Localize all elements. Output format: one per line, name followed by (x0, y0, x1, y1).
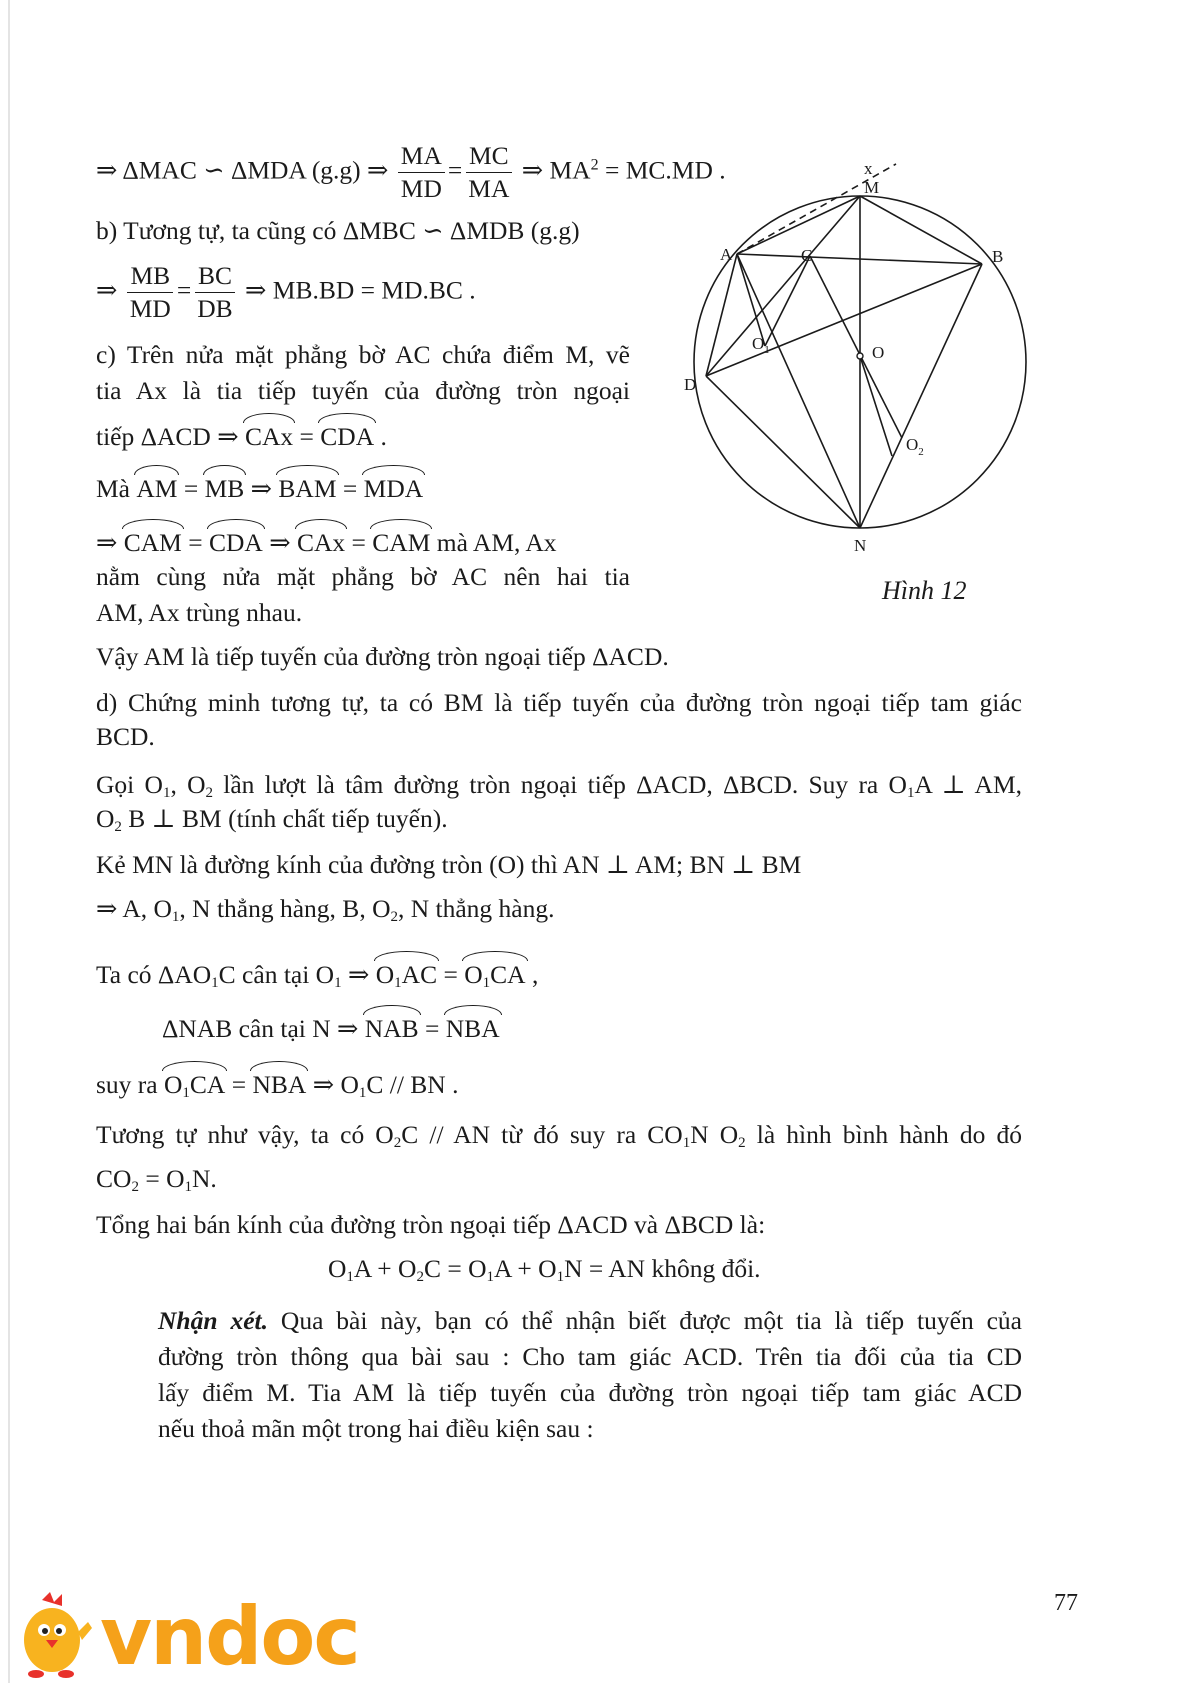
label-b: B (992, 247, 1004, 266)
figure-caption: Hình 12 (882, 576, 967, 605)
solution-line-t7: $O_1A + O_2C = O_1A + O_1N$ = AN không đổi. (328, 1254, 761, 1285)
solution-line-c4: Mà AM = MB ⇒ BAM = MDA (96, 470, 423, 506)
remark-label: Nhận xét. (158, 1306, 268, 1335)
solution-line-t4: Tương tự như vậy, ta có $O_2C$ // AN từ đó suy ra $CO_1N$ $O_2$ là hình bình hành do đó (96, 1120, 1022, 1151)
segment-co2 (810, 256, 902, 438)
fraction-ma-md: $\frac{MA}{MD}$ (398, 140, 445, 205)
solution-line-c3: tiếp ΔACD ⇒ CAx = CDA . (96, 418, 387, 454)
segment-co1 (765, 256, 810, 346)
brand-name: vndoc (100, 1590, 359, 1683)
segment-mb (860, 196, 982, 264)
segment-ao1 (737, 254, 765, 346)
chick-mascot-icon (16, 1592, 96, 1680)
solution-line-t6: Tổng hai bán kính của đường tròn ngoại tiếp ΔACD và ΔBCD là: (96, 1210, 766, 1239)
segment-am (737, 196, 860, 254)
remark-line-3: lấy điểm M. Tia AM là tiếp tuyến của đường tròn ngoại tiếp tam giác ACD (158, 1378, 1022, 1407)
solution-line-b1: b) Tương tự, ta cũng có ΔMBC ∽ ΔMDB (g.g) (96, 216, 580, 245)
solution-line-t3: suy ra $O_1CA$ = NBA ⇒ $O_1C$ // BN . (96, 1066, 458, 1102)
page-number: 77 (1054, 1590, 1078, 1616)
remark-line-2: đường tròn thông qua bài sau : Cho tam giác ACD. Trên tia đối của tia CD (158, 1342, 1022, 1371)
solution-line-t2: ΔNAB cân tại N ⇒ NAB = NBA (162, 1010, 500, 1046)
label-n: N (854, 536, 867, 555)
label-x: x (864, 159, 873, 178)
solution-line-k1: Kẻ MN là đường kính của đường tròn (O) thì AN ⊥ AM; BN ⊥ BM (96, 850, 802, 879)
label-o: O (872, 343, 885, 362)
label-c: C (801, 246, 813, 265)
segment-an (737, 254, 860, 528)
label-o2: $O_2$ (906, 435, 924, 458)
geometry-figure-12 (680, 150, 1060, 590)
solution-line-c5: ⇒ CAM = CDA ⇒ CAx = CAM mà AM, Ax (96, 524, 557, 560)
solution-line-t5: $CO_2 = O_1N$. (96, 1164, 217, 1195)
solution-line-a-conclusion: ⇒ ΔMAC ∽ ΔMDA (g.g) ⇒ $\frac{MA}{MD}$ = $\frac{MC}{MA}$ ⇒ $MA^2 = MC.MD$ . (96, 141, 726, 203)
segment-db (706, 264, 982, 376)
page-edge (8, 0, 10, 1683)
label-o1: $O_1$ (752, 334, 770, 356)
solution-line-b2: ⇒ $\frac{MB}{MD}$ = $\frac{BC}{DB}$ ⇒ MB.BD = MD.BC . (96, 261, 476, 323)
segment-o-mid (860, 356, 892, 456)
center-o-dot (857, 353, 863, 359)
solution-line-k2: ⇒ A, $O_1$, N thẳng hàng, B, $O_2$, N thẳng hàng. (96, 894, 555, 925)
fraction-mb-md: $\frac{MB}{MD}$ (127, 260, 174, 325)
solution-line-t1: Ta có $\Delta AO_1C$ cân tại $O_1$ ⇒ $O_1AC = O_1CA$ , (96, 956, 538, 992)
remark-line-1: Nhận xét. Qua bài này, bạn có thể nhận biết được một tia là tiếp tuyến của (158, 1306, 1022, 1335)
label-m: M (864, 178, 880, 197)
fraction-mc-ma: $\frac{MC}{MA}$ (465, 140, 512, 205)
solution-line-g2: $O_2$ B ⊥ BM (tính chất tiếp tuyến). (96, 804, 448, 835)
solution-line-c8: Vậy AM là tiếp tuyến của đường tròn ngoại tiếp ΔACD. (96, 642, 669, 671)
solution-line-c6: nằm cùng nửa mặt phẳng bờ AC nên hai tia (96, 562, 630, 591)
solution-line-g1: Gọi $O_1$, $O_2$ lần lượt là tâm đường tròn ngoại tiếp ΔACD, ΔBCD. Suy ra $O_1A$ ⊥ AM, (96, 770, 1023, 801)
solution-line-d1: d) Chứng minh tương tự, ta có BM là tiếp tuyến của đường tròn ngoại tiếp tam giác (96, 688, 1022, 717)
solution-line-c2: tia Ax là tia tiếp tuyến của đường tròn ngoại (96, 376, 630, 405)
solution-line-d2: BCD. (96, 722, 155, 751)
segment-dn (706, 376, 860, 528)
fraction-bc-db: $\frac{BC}{DB}$ (194, 260, 235, 325)
solution-line-c1: c) Trên nửa mặt phẳng bờ AC chứa điểm M, vẽ (96, 340, 630, 369)
segment-bn (860, 264, 982, 528)
label-a: A (720, 245, 733, 264)
vndoc-logo (16, 1590, 359, 1683)
label-d: D (684, 375, 697, 394)
solution-line-c7: AM, Ax trùng nhau. (96, 598, 303, 627)
remark-line-4: nếu thoả mãn một trong hai điều kiện sau : (158, 1414, 594, 1443)
